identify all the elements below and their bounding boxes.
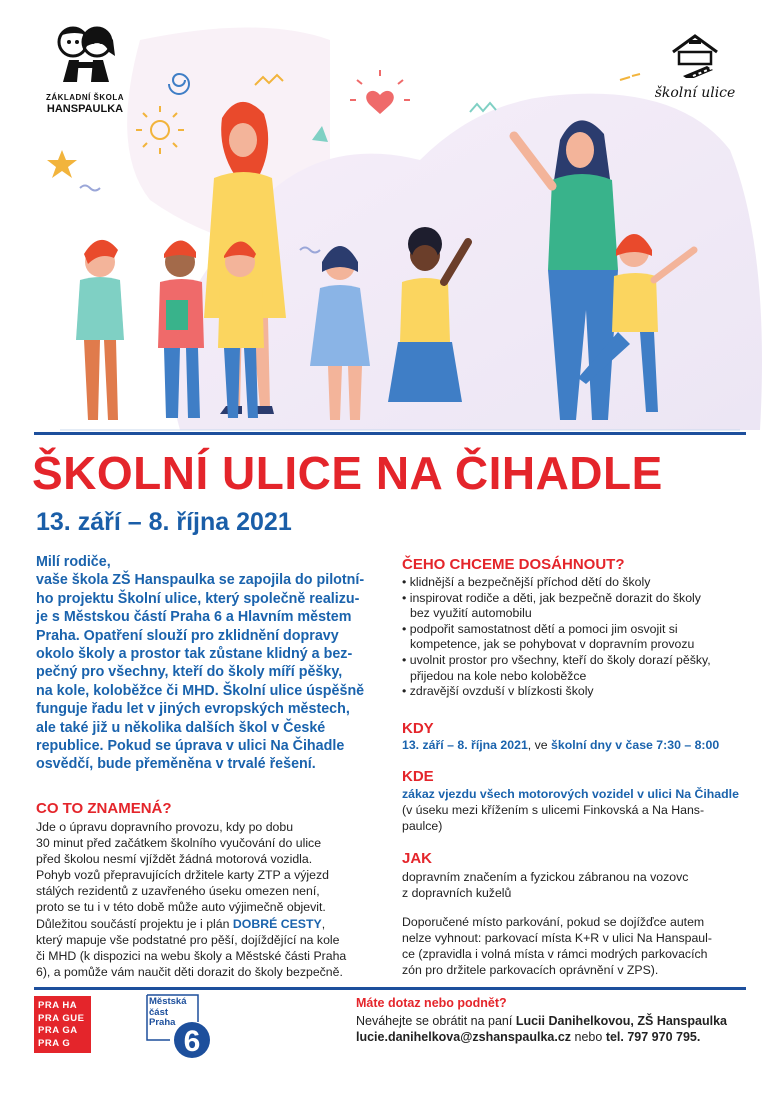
list-item-text: • podpořit samostatnost dětí a pomoci jim osvojit si <box>402 622 747 638</box>
school-logo-icon <box>49 22 121 84</box>
intro-line: Praha. Opatření slouží pro zklidnění dopravy <box>36 627 339 644</box>
event-dates: 13. září – 8. října 2021 <box>36 508 292 536</box>
top-divider <box>34 432 746 435</box>
list-item <box>402 622 747 653</box>
body-line-text: Důležitou součástí projektu je i plán <box>36 916 230 931</box>
parking-line: zón pro držitele parkovacích oprávnění v ZPS). <box>402 963 659 977</box>
school-logo <box>30 22 140 122</box>
list-item <box>402 653 747 684</box>
contact-phone[interactable]: tel. 797 970 795. <box>605 1030 701 1045</box>
contact-line <box>356 1013 727 1029</box>
kde-body <box>402 786 739 834</box>
praha-6-line: část <box>149 1006 169 1018</box>
contact-body <box>356 1013 727 1045</box>
ceho-chceme-heading: ČEHO CHCEME DOSÁHNOUT? <box>402 556 625 573</box>
praha-logo-row: PRA GA <box>38 1025 78 1037</box>
dash-icon <box>620 74 640 80</box>
bottom-divider <box>34 987 746 990</box>
kdy-body <box>402 738 719 752</box>
praha-6-number: 6 <box>183 1025 201 1058</box>
list-item-text: • klidnější a bezpečnější příchod dětí do školy <box>402 575 747 591</box>
kdy-heading: KDY <box>402 720 434 737</box>
intro-line: pečný pro všechny, kteří do školy míří pěšky, <box>36 664 343 681</box>
body-line: proto se tu i v této době může auto výjimečně objevit. <box>36 900 326 915</box>
kde-heading: KDE <box>402 768 434 785</box>
list-item <box>402 575 747 591</box>
list-item-text: • inspirovat rodiče a děti, jak bezpečně dorazit do školy <box>402 591 747 607</box>
body-line: před školou nesmí vjíždět žádná motorová vozidla. <box>36 852 313 867</box>
praha-6-logo <box>146 994 216 1060</box>
body-line: či MHD (k dispozici na webu školy a Městské části Praha <box>36 948 347 963</box>
parking-paragraph <box>402 914 712 978</box>
body-line: 6), a pomůže vám naučit děti dorazit do školy bezpečně. <box>36 964 343 979</box>
contact-email[interactable]: lucie.danihelkova@zshanspaulka.cz <box>356 1030 572 1045</box>
body-line: který mapuje vše podstatné pro pěší, dojíždějící na kole <box>36 932 340 947</box>
praha-6-line: Praha <box>149 1017 176 1028</box>
body-line: 30 minut před začátkem školního vyučování do ulice <box>36 836 322 851</box>
jak-body <box>402 869 688 901</box>
skolni-ulice-logo <box>640 30 750 110</box>
page-title: ŠKOLNÍ ULICE NA ČIHADLE <box>32 447 663 499</box>
kde-bold-line: zákaz vjezdu všech motorových vozidel v ulici Na Čihadle <box>402 787 739 801</box>
kdy-middle: , ve <box>527 738 552 752</box>
contact-middle: nebo <box>571 1030 606 1045</box>
contact-name: Lucii Danihelkovou, ZŠ Hanspaulka <box>515 1014 727 1028</box>
praha-logo-row: PRA G <box>38 1037 71 1049</box>
skolni-ulice-logo-text: školní ulice <box>654 85 736 101</box>
praha-logo-row: PRA HA <box>38 1000 78 1011</box>
list-item <box>402 591 747 622</box>
intro-line: okolo školy a prostor tak zůstane klidný a bez- <box>36 646 353 663</box>
kde-line: (v úseku mezi křížením s ulicemi Finkovská a Na Hans- <box>402 803 705 817</box>
list-item-text: kompetence, jak se pohybovat v dopravním provozu <box>410 637 695 652</box>
praha-6-text <box>149 997 187 1029</box>
praha-6-line: Městská <box>149 996 187 1007</box>
intro-line: funguje řadu let v jiných evropských městech, <box>36 701 350 718</box>
body-line <box>36 916 386 932</box>
parking-line: ce (zpravidla i volná místa v rámci modrých parkovacích <box>402 947 708 961</box>
intro-line: Milí rodiče, <box>36 554 111 570</box>
star-icon <box>47 150 77 178</box>
intro-line: na kole, koloběžce či MHD. Školní ulice úspěšně <box>36 682 365 699</box>
body-line: Pohyb vozů přepravujících držitele karty ZTP a výjezd <box>36 868 329 883</box>
body-line: Jde o úpravu dopravního provozu, kdy po dobu <box>36 820 294 834</box>
dobre-cesty-highlight: DOBRÉ CESTY <box>232 916 322 931</box>
jak-line: dopravním značením a fyzickou zábranou na vozovc <box>402 870 689 884</box>
school-logo-line2: HANSPAULKA <box>46 103 124 115</box>
intro-paragraph <box>36 553 381 774</box>
school-logo-line1: ZÁKLADNÍ ŠKOLA <box>45 93 125 102</box>
jak-heading: JAK <box>402 850 433 867</box>
list-item-text: • uvolnit prostor pro všechny, kteří do školy dorazí pěšky, <box>402 653 747 669</box>
intro-line: ale také již u několika dalších škol v České <box>36 719 326 736</box>
kde-line: paulce) <box>402 819 443 833</box>
kdy-dates: 13. září – 8. října 2021 <box>402 738 528 752</box>
praha-logo-row: PRA GUE <box>38 1012 85 1024</box>
list-item-text: bez využití automobilu <box>410 606 532 621</box>
intro-line: vaše škola ZŠ Hanspaulka se zapojila do pilotní- <box>36 572 365 589</box>
parking-line: Doporučené místo parkování, pokud se dojížďce autem <box>402 915 705 929</box>
co-to-znamena-body <box>36 819 386 980</box>
heart-icon <box>366 91 394 114</box>
goals-list <box>402 575 747 700</box>
wave-icon <box>80 186 100 191</box>
intro-line: osvědčí, bude přeměněna v trvalé řešení. <box>36 756 316 773</box>
parking-line: nelze vyhnout: parkovací místa K+R v ulici Na Hanspaul- <box>402 931 712 945</box>
body-line: stálých rezidentů z uzavřeného úseku omezen není, <box>36 884 320 899</box>
intro-line: ho projektu Školní ulice, který společně realizu- <box>36 590 360 607</box>
jak-line: z dopravních kuželů <box>402 886 512 900</box>
co-to-znamena-heading: CO TO ZNAMENÁ? <box>36 800 172 817</box>
contact-line <box>356 1029 727 1045</box>
child-figure <box>76 240 124 420</box>
kdy-time: školní dny v čase 7:30 – 8:00 <box>551 738 720 752</box>
list-item <box>402 684 747 700</box>
contact-heading: Máte dotaz nebo podnět? <box>356 996 507 1010</box>
school-house-icon <box>663 30 727 78</box>
highlight-suffix: , <box>321 916 326 931</box>
praha-logo <box>34 996 91 1053</box>
intro-line: je s Městskou částí Praha 6 a Hlavním městem <box>36 609 352 626</box>
contact-prefix: Neváhejte se obrátit na paní <box>356 1014 516 1028</box>
intro-line: republice. Pokud se úprava v ulici Na Čihadle <box>36 738 345 755</box>
list-item-text: přijedou na kole nebo koloběžce <box>410 668 587 683</box>
list-item-text: • zdravější ovzduší v blízkosti školy <box>402 684 747 700</box>
